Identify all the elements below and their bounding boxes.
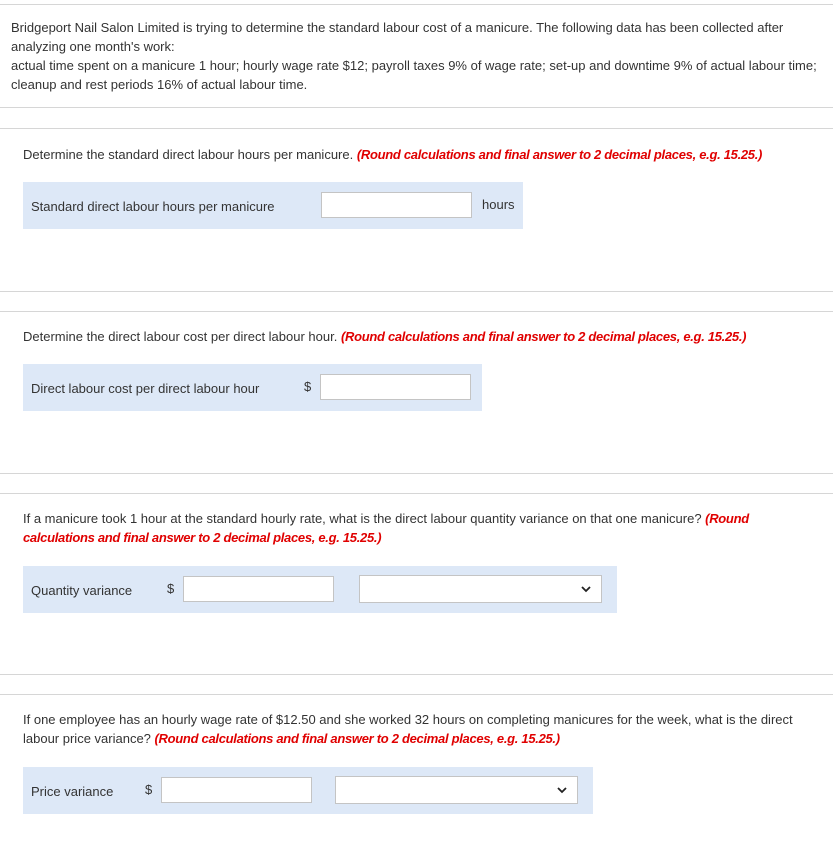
rounding-hint: (Round calculations and final answer to 2 decimal places, e.g. 15.25.) (23, 511, 749, 545)
currency-symbol: $ (304, 379, 312, 394)
divider (0, 107, 833, 108)
question-text: If a manicure took 1 hour at the standard hourly rate, what is the direct labour quantity variance on that one manicure? (23, 511, 706, 526)
question-1 (23, 145, 813, 164)
currency-symbol: $ (167, 581, 175, 596)
unit-label: hours (482, 197, 515, 212)
chevron-down-icon (556, 784, 568, 796)
rounding-hint: (Round calculations and final answer to 2 decimal places, e.g. 15.25.) (154, 731, 560, 746)
quantity-variance-select[interactable] (359, 575, 602, 603)
price-variance-select[interactable] (335, 776, 578, 804)
rounding-hint: (Round calculations and final answer to 2 decimal places, e.g. 15.25.) (356, 147, 763, 162)
question-2 (23, 327, 813, 346)
quantity-variance-input[interactable] (183, 576, 334, 602)
answer-row-standard-hours (23, 182, 523, 229)
intro-data: actual time spent on a manicure 1 hour; hourly wage rate $12; payroll taxes 9% of wage rate; set-up and downtime 9% of actual labour time; cleanup and rest periods 16% of actual labour time. (11, 58, 817, 92)
price-variance-input[interactable] (161, 777, 312, 803)
standard-hours-input[interactable] (321, 192, 472, 218)
divider (0, 128, 833, 129)
answer-row-quantity-variance (23, 566, 617, 613)
divider (0, 694, 833, 695)
divider (0, 4, 833, 5)
answer-row-labour-cost (23, 364, 482, 411)
problem-statement (11, 18, 826, 94)
question-4 (23, 710, 813, 748)
labour-cost-input[interactable] (320, 374, 471, 400)
divider (0, 291, 833, 292)
divider (0, 674, 833, 675)
rounding-hint: (Round calculations and final answer to 2 decimal places, e.g. 15.25.) (340, 329, 747, 344)
divider (0, 473, 833, 474)
currency-symbol: $ (145, 782, 153, 797)
question-3 (23, 509, 813, 547)
field-label: Quantity variance (31, 583, 133, 598)
question-text: Determine the standard direct labour hours per manicure. (23, 147, 357, 162)
field-label: Direct labour cost per direct labour hour (31, 381, 260, 396)
field-label: Price variance (31, 784, 114, 799)
divider (0, 311, 833, 312)
question-text: If one employee has an hourly wage rate of $12.50 and she worked 32 hours on completing manicures for the week, what is the direct labour price variance? (23, 712, 793, 746)
field-label: Standard direct labour hours per manicure (31, 199, 275, 214)
chevron-down-icon (580, 583, 592, 595)
question-text: Determine the direct labour cost per direct labour hour. (23, 329, 341, 344)
divider (0, 493, 833, 494)
intro-paragraph: Bridgeport Nail Salon Limited is trying to determine the standard labour cost of a manicure. The following data has been collected after analyzing one month's work: (11, 20, 784, 54)
answer-row-price-variance (23, 767, 593, 814)
